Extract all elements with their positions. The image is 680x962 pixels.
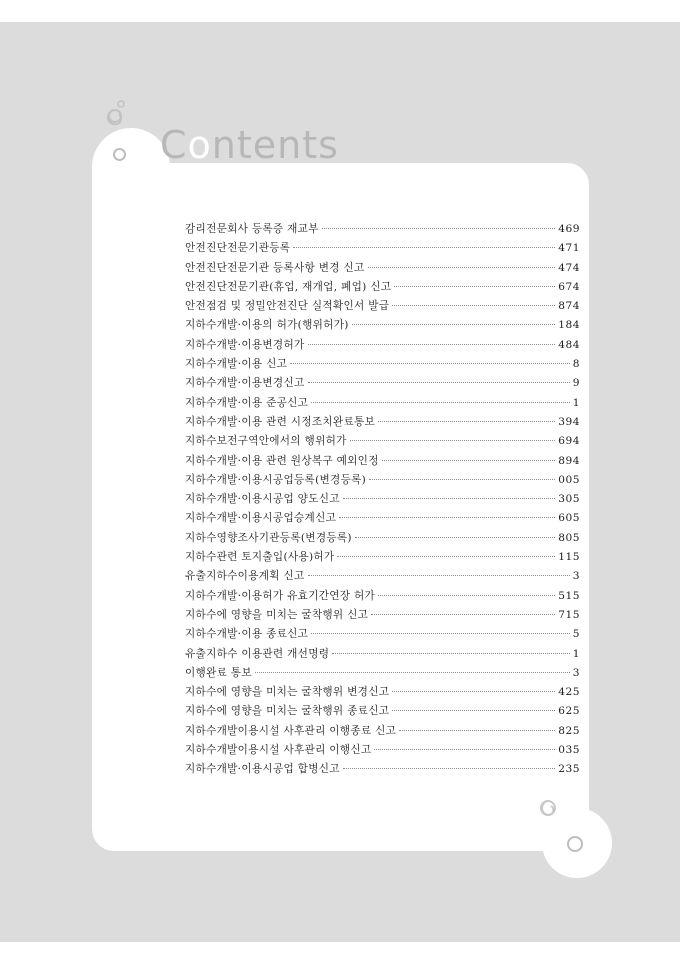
dot-leader xyxy=(308,344,556,345)
toc-entry-title: 지하수개발·이용 관련 시정조치완료통보 xyxy=(185,415,376,428)
toc-entry xyxy=(185,220,580,239)
toc-entry xyxy=(185,529,580,548)
dot-leader xyxy=(399,730,555,731)
toc-entry-title: 지하수에 영향을 미치는 굴착행위 신고 xyxy=(185,608,369,621)
toc-entry xyxy=(185,355,580,374)
toc-entry-title: 지하수개발·이용 관련 원상복구 예외인정 xyxy=(185,454,379,467)
swirl-ornament-bottom-icon xyxy=(536,796,564,824)
ring-ornament-icon xyxy=(567,836,583,852)
dot-leader xyxy=(293,247,555,248)
toc-entry-title: 지하수영향조사기관등록(변경등록) xyxy=(185,531,352,544)
toc-entry-page: 1 xyxy=(572,647,580,660)
dot-leader xyxy=(352,324,556,325)
toc-entry-page: 9 xyxy=(572,377,580,390)
toc-entry-title: 지하수개발·이용시공업 양도신고 xyxy=(185,493,340,506)
dot-leader xyxy=(311,402,570,403)
toc-entry xyxy=(185,297,580,316)
toc-entry xyxy=(185,548,580,567)
toc-entry-page: 425 xyxy=(558,686,580,699)
toc-entry-title: 지하수관련 토지출입(사용)허가 xyxy=(185,551,335,564)
toc-entry-page: 394 xyxy=(558,415,580,428)
dot-leader xyxy=(382,460,556,461)
toc-entry-title: 지하수개발·이용변경허가 xyxy=(185,338,305,351)
toc-entry-page: 625 xyxy=(558,705,580,718)
toc-entry xyxy=(185,413,580,432)
toc-entry xyxy=(185,645,580,664)
toc-entry-page: 674 xyxy=(558,280,580,293)
toc-entry xyxy=(185,316,580,335)
toc-entry xyxy=(185,702,580,721)
circle-ornament-icon xyxy=(113,148,126,161)
toc-entry-title: 지하수개발·이용 신고 xyxy=(185,358,288,371)
toc-entry-page: 3 xyxy=(572,666,580,679)
dot-leader xyxy=(368,267,556,268)
toc-entry-title: 지하수개발·이용시공업등록(변경등록) xyxy=(185,473,367,486)
toc-entry-title: 안전진단전문기관 등록사항 변경 신고 xyxy=(185,261,365,274)
dot-leader xyxy=(337,556,555,557)
toc-entry-title: 안전점검 및 정밀안전진단 실적확인서 발급 xyxy=(185,300,390,313)
dot-leader xyxy=(355,537,555,538)
toc-entry-page: 469 xyxy=(558,223,580,235)
dot-leader xyxy=(369,479,555,480)
dot-leader xyxy=(378,595,555,596)
toc-entry-title: 지하수보전구역안에서의 행위허가 xyxy=(185,435,347,448)
toc-entry-page: 3 xyxy=(572,570,580,583)
toc-entry xyxy=(185,625,580,644)
toc-entry-page: 715 xyxy=(558,608,580,621)
toc-entry xyxy=(185,741,580,760)
toc-entry-page: 305 xyxy=(558,493,580,506)
dot-leader xyxy=(371,614,555,615)
toc-entry xyxy=(185,394,580,413)
toc-entry-title: 지하수개발·이용 종료신고 xyxy=(185,628,309,641)
toc-entry-page: 035 xyxy=(558,744,580,757)
toc-entry xyxy=(185,606,580,625)
table-of-contents xyxy=(185,220,580,780)
toc-entry-page: 5 xyxy=(572,628,580,641)
toc-entry xyxy=(185,452,580,471)
dot-leader xyxy=(392,691,555,692)
toc-entry-page: 894 xyxy=(558,454,580,467)
toc-entry-page: 515 xyxy=(558,589,580,602)
toc-entry-page: 184 xyxy=(558,319,580,332)
dot-leader xyxy=(350,440,556,441)
toc-entry-page: 471 xyxy=(558,242,580,255)
toc-entry xyxy=(185,471,580,490)
dot-leader xyxy=(343,498,555,499)
toc-entry xyxy=(185,567,580,586)
toc-entry-title: 지하수개발·이용변경신고 xyxy=(185,377,305,390)
toc-entry-page: 484 xyxy=(558,338,580,351)
dot-leader xyxy=(311,633,570,634)
toc-entry-title: 이행완료 통보 xyxy=(185,666,252,679)
dot-leader xyxy=(392,305,555,306)
toc-entry xyxy=(185,722,580,741)
toc-entry-page: 115 xyxy=(558,551,580,564)
toc-entry-title: 지하수개발·이용 준공신고 xyxy=(185,396,309,409)
toc-entry-title: 감리전문회사 등록증 재교부 xyxy=(185,223,319,235)
toc-entry-page: 694 xyxy=(558,435,580,448)
toc-entry-title: 안전진단전문기관(휴업, 재개업, 폐업) 신고 xyxy=(185,280,392,293)
dot-leader xyxy=(339,517,555,518)
toc-entry xyxy=(185,239,580,258)
toc-entry-title: 지하수개발이용시설 사후관리 이행신고 xyxy=(185,744,372,757)
toc-entry-page: 474 xyxy=(558,261,580,274)
toc-entry xyxy=(185,683,580,702)
toc-entry-page: 005 xyxy=(558,473,580,486)
toc-entry-title: 지하수개발·이용의 허가(행위허가) xyxy=(185,319,349,332)
dot-leader xyxy=(343,768,555,769)
toc-entry-title: 지하수에 영향을 미치는 굴착행위 종료신고 xyxy=(185,705,390,718)
dot-leader xyxy=(255,672,570,673)
dot-leader xyxy=(322,228,556,229)
toc-entry xyxy=(185,664,580,683)
dot-leader xyxy=(378,421,555,422)
dot-leader xyxy=(308,575,570,576)
toc-entry xyxy=(185,336,580,355)
toc-entry-title: 지하수개발·이용허가 유효기간연장 허가 xyxy=(185,589,376,602)
toc-entry xyxy=(185,278,580,297)
dot-leader xyxy=(392,710,555,711)
toc-entry-title: 지하수개발이용시설 사후관리 이행종료 신고 xyxy=(185,724,397,737)
toc-entry xyxy=(185,432,580,451)
dot-leader xyxy=(374,749,555,750)
dot-leader xyxy=(308,382,570,383)
toc-entry-title: 지하수개발·이용시공업승계신고 xyxy=(185,512,337,525)
page-title: Contents xyxy=(160,123,339,167)
dot-leader xyxy=(290,363,570,364)
toc-entry xyxy=(185,509,580,528)
toc-entry-page: 825 xyxy=(558,724,580,737)
toc-entry-page: 874 xyxy=(558,300,580,313)
toc-entry-title: 지하수개발·이용시공업 합병신고 xyxy=(185,763,340,776)
dot-leader xyxy=(332,653,569,654)
dot-leader xyxy=(394,286,555,287)
toc-entry xyxy=(185,760,580,779)
toc-entry xyxy=(185,587,580,606)
toc-entry xyxy=(185,259,580,278)
toc-entry-title: 지하수에 영향을 미치는 굴착행위 변경신고 xyxy=(185,686,390,699)
toc-entry-page: 8 xyxy=(572,358,580,371)
toc-entry-page: 605 xyxy=(558,512,580,525)
toc-entry-title: 유출지하수 이용관련 개선명령 xyxy=(185,647,330,660)
toc-entry-title: 안전진단전문기관등록 xyxy=(185,242,291,255)
toc-entry-title: 유출지하수이용계획 신고 xyxy=(185,570,305,583)
toc-entry xyxy=(185,490,580,509)
toc-entry-page: 235 xyxy=(558,763,580,776)
toc-entry xyxy=(185,374,580,393)
toc-entry-page: 1 xyxy=(572,396,580,409)
toc-entry-page: 805 xyxy=(558,531,580,544)
